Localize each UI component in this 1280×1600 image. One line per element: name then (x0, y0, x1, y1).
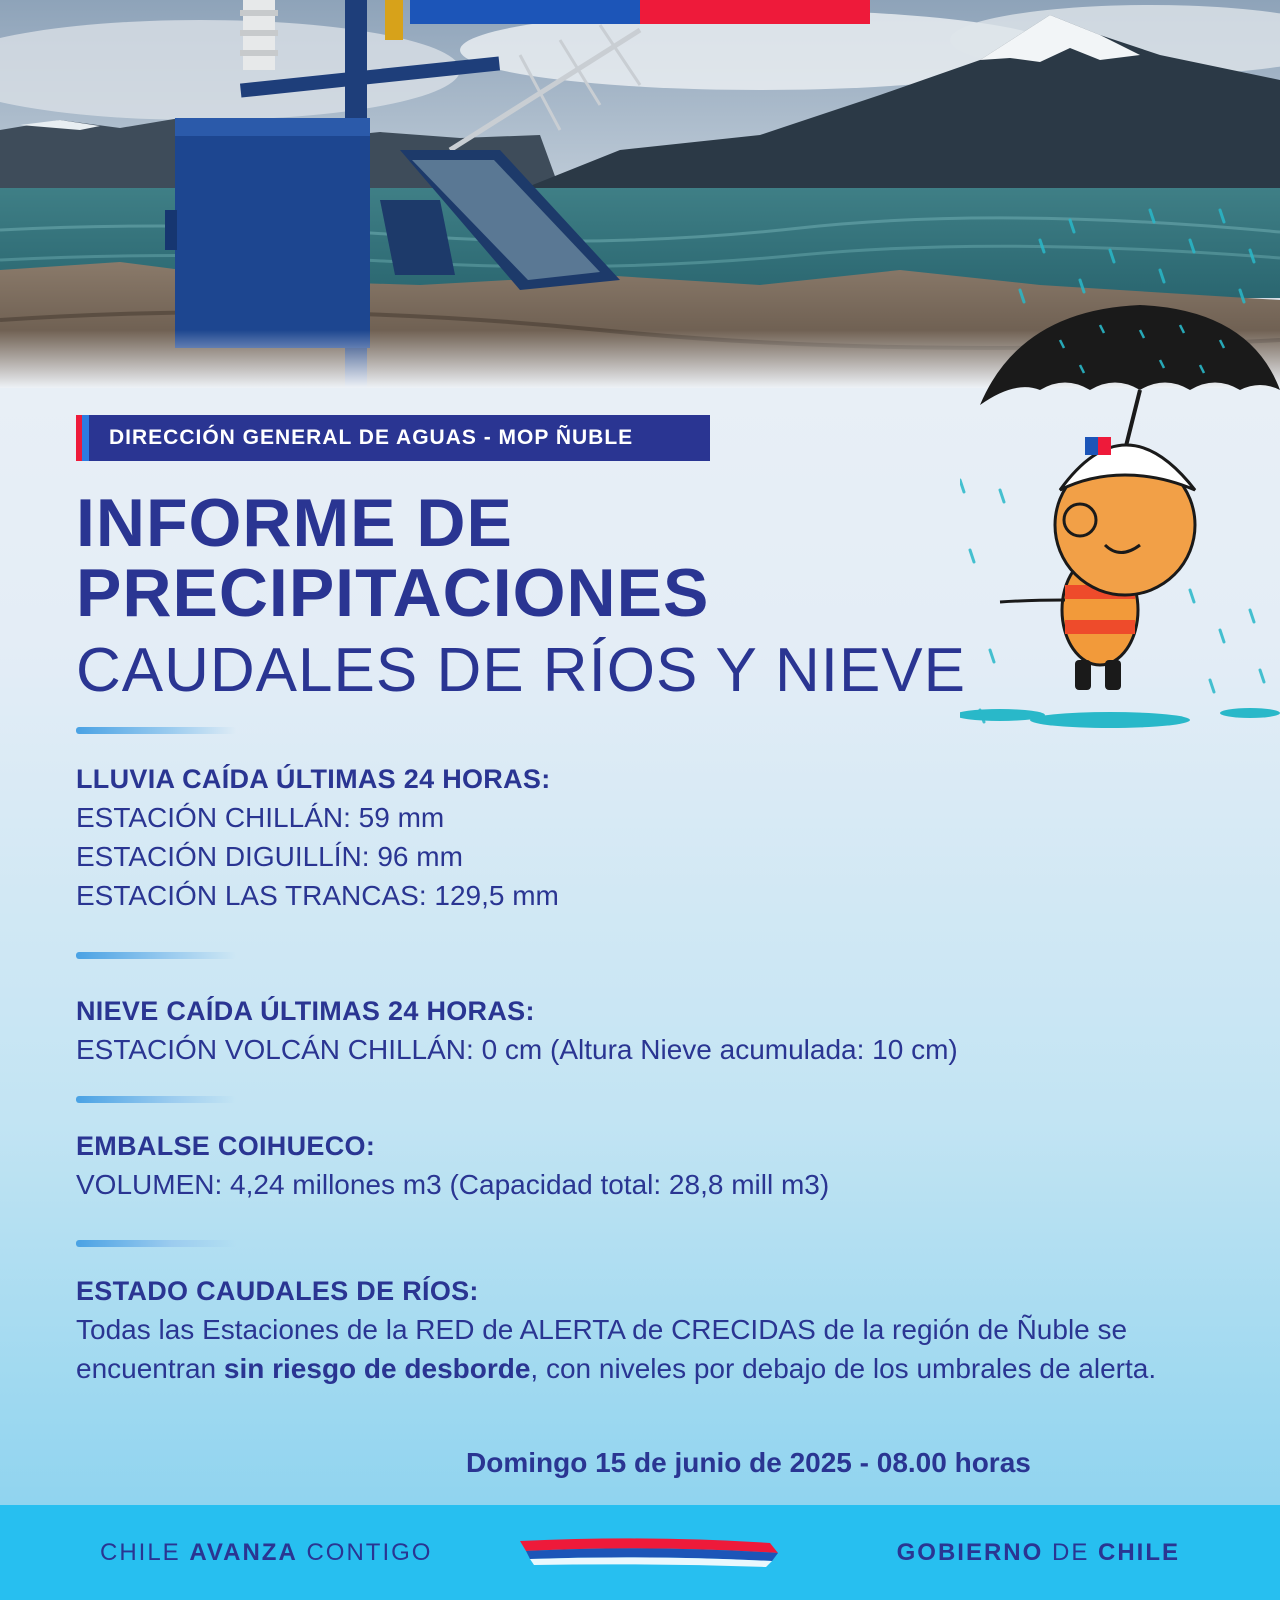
rain-section (76, 760, 1236, 915)
title-line-1: INFORME DE (76, 485, 513, 561)
section-divider (76, 727, 236, 734)
page-subtitle: CAUDALES DE RÍOS Y NIEVE (76, 636, 967, 705)
flag-red-segment (640, 0, 870, 24)
mascot-umbrella-illustration (960, 190, 1280, 754)
section-divider (76, 952, 236, 959)
government-stripe-logo (520, 1535, 780, 1575)
footer-slogan: CHILE AVANZA CONTIGO (100, 1539, 433, 1566)
snow-section (76, 992, 1236, 1069)
rivers-status-emphasis: sin riesgo de desborde (223, 1353, 531, 1384)
organization-name: DIRECCIÓN GENERAL DE AGUAS - MOP ÑUBLE (109, 426, 634, 449)
footer-bar (0, 1505, 1280, 1600)
organization-badge (76, 415, 710, 461)
rain-station-diguillin: ESTACIÓN DIGUILLÍN: 96 mm (76, 841, 463, 872)
badge-blue-stripe (82, 415, 89, 461)
snow-heading: NIEVE CAÍDA ÚLTIMAS 24 HORAS: (76, 996, 535, 1026)
reservoir-heading: EMBALSE COIHUECO: (76, 1131, 376, 1161)
snow-station-volcan-chillan: ESTACIÓN VOLCÁN CHILLÁN: 0 cm (Altura Nieve acumulada: 10 cm) (76, 1034, 958, 1065)
flag-bar (410, 0, 870, 24)
title-line-2: PRECIPITACIONES (76, 555, 710, 631)
footer-government: GOBIERNO DE CHILE (896, 1539, 1180, 1566)
report-date: Domingo 15 de junio de 2025 - 08.00 horas (466, 1447, 1031, 1478)
rain-station-chillan: ESTACIÓN CHILLÁN: 59 mm (76, 802, 445, 833)
rivers-section (76, 1272, 1236, 1388)
page-title (76, 485, 710, 631)
section-divider (76, 1240, 236, 1247)
rain-heading: LLUVIA CAÍDA ÚLTIMAS 24 HORAS: (76, 764, 551, 794)
reservoir-section (76, 1127, 1236, 1204)
rain-station-las-trancas: ESTACIÓN LAS TRANCAS: 129,5 mm (76, 880, 559, 911)
flag-blue-segment (410, 0, 640, 24)
reservoir-volume: VOLUMEN: 4,24 millones m3 (Capacidad total: 28,8 mill m3) (76, 1169, 830, 1200)
rivers-status-text: Todas las Estaciones de la RED de ALERTA de CRECIDAS de la región de Ñuble se encuentran sin riesgo de desborde, con niveles por debajo de los umbrales de alerta. (76, 1314, 1157, 1384)
rivers-heading: ESTADO CAUDALES DE RÍOS: (76, 1276, 479, 1306)
section-divider (76, 1096, 236, 1103)
